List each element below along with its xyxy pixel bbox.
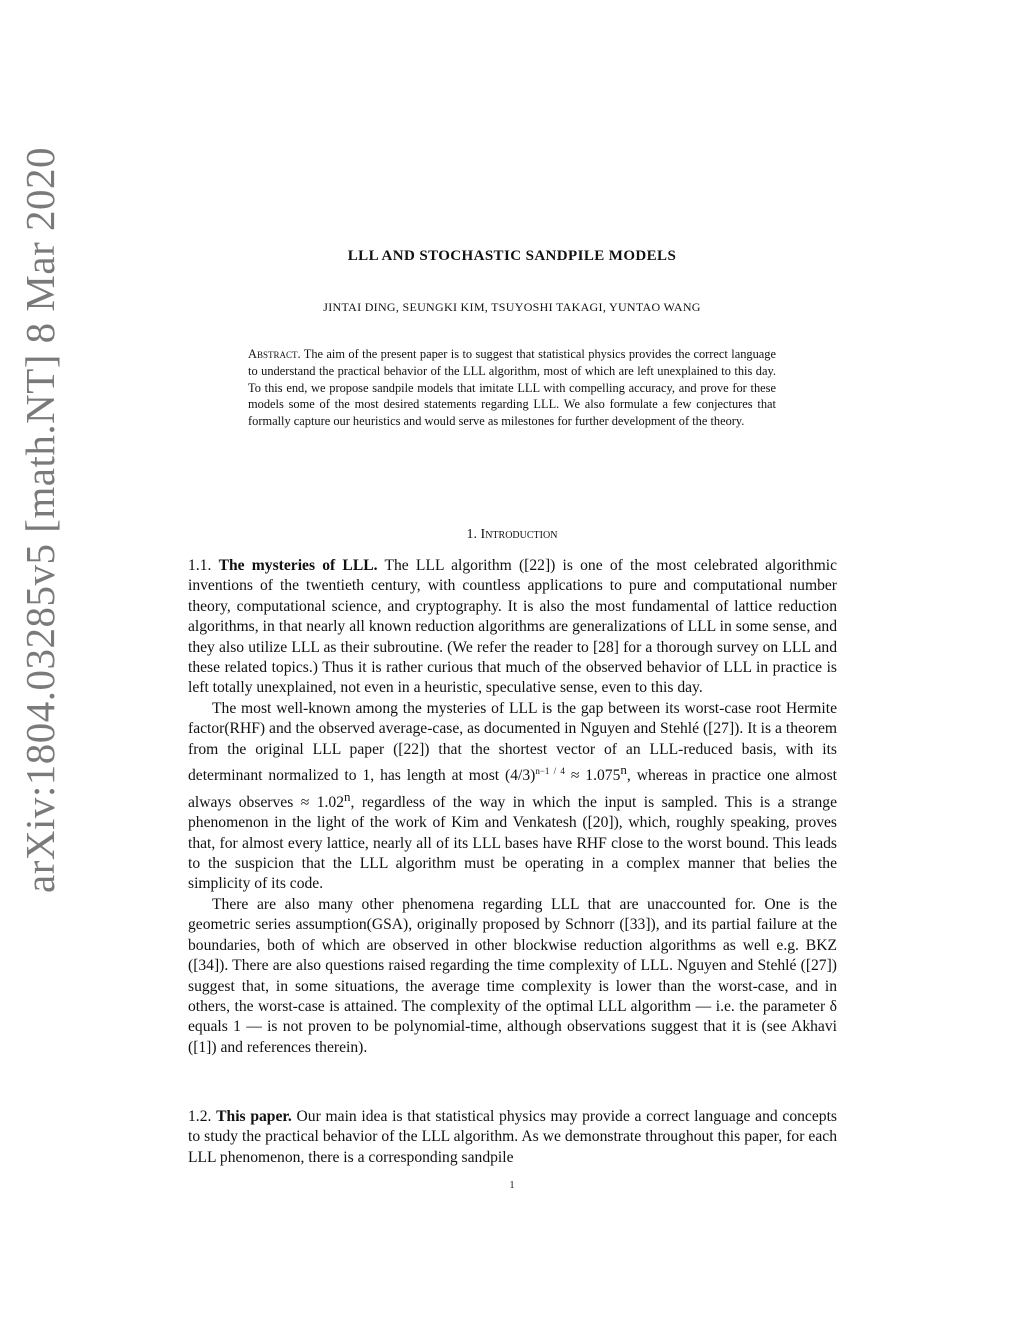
- paragraph: [188, 699, 837, 895]
- paragraph-text: , whereas in practice one almost always observes ≈ 1.02: [188, 767, 837, 811]
- subsection-number: 1.1.: [188, 557, 212, 574]
- paragraph-text: , regardless of the way in which the input is sampled. This is a strange phenomenon in the light of the work of Kim and Venkatesh ([20]), which, roughly speaking, proves that, for almost every lattice, nearly all of its LLL bases have RHF close to the worst bound. This leads to the suspicion that the LLL algorithm must be operating in a complex manner that belies the simplicity of its code.: [188, 793, 837, 893]
- paragraph: [188, 1107, 837, 1168]
- paragraph-text: There are also many other phenomena regarding LLL that are unaccounted for. One is the geometric series assumption(GSA), originally proposed by Schnorr ([33]), and its partial failure at the boundaries, both of which are observed in other blockwise reduction algorithms as well e.g. BKZ ([34]). There are also questions raised regarding the time complexity of LLL. Nguyen and Stehlé ([27]) suggest that, in some situations, the average time complexity is lower than the worst-case, and in others, the worst-case is attained. The complexity of the optimal LLL algorithm — i.e. the parameter δ equals 1 — is not proven to be polynomial-time, although observations suggest that it is (see Akhavi ([1]) and references therein).: [188, 895, 837, 1056]
- subsection-mysteries: [188, 556, 837, 1058]
- exponent-fraction: n−1 / 4: [535, 766, 565, 777]
- subsection-this-paper: [188, 1107, 837, 1168]
- paragraph-text: Our main idea is that statistical physics may provide a correct language and concepts to study the practical behavior of the LLL algorithm. As we demonstrate throughout this paper, for each LLL phenomenon, there is a corresponding sandpile: [188, 1108, 837, 1166]
- superscript-n: n: [620, 762, 627, 778]
- arxiv-identifier: arXiv:1804.03285v5 [math.NT] 8 Mar 2020: [17, 147, 63, 893]
- section-number: 1.: [466, 527, 478, 542]
- paragraph: [188, 556, 837, 699]
- paper-title: LLL AND STOCHASTIC SANDPILE MODELS: [347, 248, 677, 264]
- subsection-number: 1.2.: [188, 1108, 212, 1125]
- section-heading: [0, 527, 1024, 543]
- subsection-title: The mysteries of LLL.: [218, 557, 378, 574]
- paragraph: [188, 895, 837, 1058]
- section-title: Introduction: [480, 527, 558, 542]
- abstract-text: The aim of the present paper is to suggest that statistical physics provides the correct language to understand the practical behavior of the LLL algorithm, most of which are left unexplained to this day. To this end, we propose sandpile models that imitate LLL with compelling accuracy, and prove for these models some of the most desired statements regarding LLL. We also formulate a few conjectures that formally capture our heuristics and would serve as milestones for further development of the theory.: [248, 347, 777, 429]
- page-number: 1: [509, 1180, 515, 1191]
- abstract: [248, 346, 776, 430]
- subsection-title: This paper.: [216, 1108, 292, 1125]
- paragraph-text: The LLL algorithm ([22]) is one of the most celebrated algorithmic inventions of the twentieth century, with countless applications to pure and computational number theory, computational science, and cryptography. It is also the most fundamental of lattice reduction algorithms, in that nearly all known reduction algorithms are generalizations of LLL in some sense, and they also utilize LLL as their subroutine. (We refer the reader to [28] for a thorough survey on LLL and these related topics.) Thus it is rather curious that much of the observed behavior of LLL in practice is left totally unexplained, not even in a heuristic, speculative sense, even to this day.: [188, 557, 837, 697]
- abstract-label: Abstract.: [248, 347, 301, 361]
- superscript-n: n: [344, 788, 351, 804]
- paragraph-text: The most well-known among the mysteries of LLL is the gap between its worst-case root Hermite factor(RHF) and the observed average-case, as documented in Nguyen and Stehlé ([27]). It is a theorem from the original LLL paper ([22]) that the shortest vector of an LLL-reduced basis, with its determinant normalized to 1, has length at most (4/3): [188, 699, 837, 785]
- paragraph-text: ≈ 1.075: [564, 767, 621, 785]
- paper-authors: JINTAI DING, SEUNGKI KIM, TSUYOSHI TAKAGI, YUNTAO WANG: [323, 300, 701, 314]
